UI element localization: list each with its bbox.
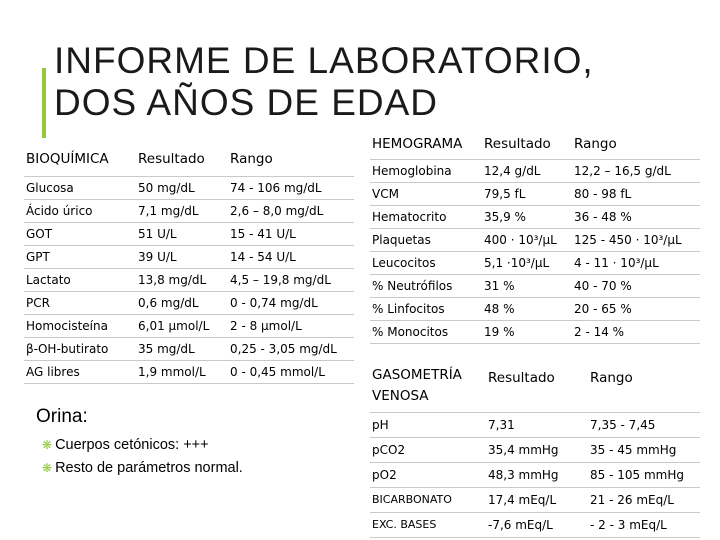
gasometria-table (370, 360, 700, 538)
result-cell: 48 % (482, 297, 572, 320)
title-accent-bar (42, 68, 46, 138)
header-cell: Resultado (486, 360, 588, 412)
result-cell: 35,4 mmHg (486, 437, 588, 462)
header-cell: Rango (228, 143, 354, 176)
range-cell: 0 - 0,74 mg/dL (228, 291, 354, 314)
range-cell: 2 - 14 % (572, 320, 700, 343)
table-row (24, 337, 354, 360)
range-cell: 7,35 - 7,45 (588, 412, 700, 437)
param-cell: pH (370, 412, 486, 437)
orina-title: Orina: (36, 406, 88, 427)
table-row (370, 412, 700, 437)
range-cell: 15 - 41 U/L (228, 222, 354, 245)
param-cell: Leucocitos (370, 251, 482, 274)
range-cell: 4,5 – 19,8 mg/dL (228, 268, 354, 291)
result-cell: 19 % (482, 320, 572, 343)
hemograma-header-row (370, 130, 700, 159)
header-cell: Resultado (136, 143, 228, 176)
range-cell: 20 - 65 % (572, 297, 700, 320)
table-row (370, 274, 700, 297)
title-line-1: INFORME DE LABORATORIO, (54, 40, 594, 81)
param-cell: VCM (370, 182, 482, 205)
table-row (370, 320, 700, 343)
title-line-2: DOS AÑOS DE EDAD (54, 82, 439, 123)
list-item (42, 434, 243, 457)
result-cell: 0,6 mg/dL (136, 291, 228, 314)
result-cell: 79,5 fL (482, 182, 572, 205)
table-row (24, 222, 354, 245)
param-cell: β-OH-butirato (24, 337, 136, 360)
result-cell: 35,9 % (482, 205, 572, 228)
header-cell: GASOMETRÍA VENOSA (370, 360, 486, 412)
bioquimica-header-row (24, 143, 354, 176)
param-cell: % Monocitos (370, 320, 482, 343)
table-row (370, 462, 700, 487)
range-cell: 35 - 45 mmHg (588, 437, 700, 462)
hemograma-table (370, 130, 700, 344)
range-cell: 74 - 106 mg/dL (228, 176, 354, 199)
table-row (24, 245, 354, 268)
table-row (24, 291, 354, 314)
param-cell: pO2 (370, 462, 486, 487)
result-cell: 6,01 µmol/L (136, 314, 228, 337)
table-row (370, 159, 700, 182)
result-cell: 31 % (482, 274, 572, 297)
param-cell: pCO2 (370, 437, 486, 462)
header-cell: Rango (572, 130, 700, 159)
range-cell: 21 - 26 mEq/L (588, 487, 700, 512)
param-cell: % Neutrófilos (370, 274, 482, 297)
header-cell: HEMOGRAMA (370, 130, 482, 159)
list-item (42, 457, 243, 480)
result-cell: 7,31 (486, 412, 588, 437)
param-cell: Lactato (24, 268, 136, 291)
param-cell: Homocisteína (24, 314, 136, 337)
table-row (370, 228, 700, 251)
param-cell: EXC. BASES (370, 512, 486, 537)
result-cell: 12,4 g/dL (482, 159, 572, 182)
param-cell: Hemoglobina (370, 159, 482, 182)
table-row (370, 251, 700, 274)
table-row (370, 487, 700, 512)
param-cell: PCR (24, 291, 136, 314)
table-row (24, 176, 354, 199)
range-cell: 0 - 0,45 mmol/L (228, 360, 354, 383)
table-row (370, 205, 700, 228)
param-cell: AG libres (24, 360, 136, 383)
param-cell: % Linfocitos (370, 297, 482, 320)
result-cell: 35 mg/dL (136, 337, 228, 360)
param-cell: Glucosa (24, 176, 136, 199)
range-cell: 14 - 54 U/L (228, 245, 354, 268)
bioquimica-table (24, 143, 354, 384)
param-cell: Ácido úrico (24, 199, 136, 222)
param-cell: BICARBONATO (370, 487, 486, 512)
table-row (24, 360, 354, 383)
table-row (370, 512, 700, 537)
result-cell: 5,1 ·10³/µL (482, 251, 572, 274)
orina-list (42, 434, 243, 480)
param-cell: Plaquetas (370, 228, 482, 251)
range-cell: 40 - 70 % (572, 274, 700, 297)
range-cell: 80 - 98 fL (572, 182, 700, 205)
range-cell: 36 - 48 % (572, 205, 700, 228)
result-cell: -7,6 mEq/L (486, 512, 588, 537)
header-cell: BIOQUÍMICA (24, 143, 136, 176)
param-cell: GOT (24, 222, 136, 245)
table-row (24, 268, 354, 291)
range-cell: 4 - 11 · 10³/µL (572, 251, 700, 274)
table-row (370, 297, 700, 320)
table-row (24, 314, 354, 337)
result-cell: 1,9 mmol/L (136, 360, 228, 383)
result-cell: 7,1 mg/dL (136, 199, 228, 222)
param-cell: Hematocrito (370, 205, 482, 228)
page-title (54, 40, 594, 124)
range-cell: 125 - 450 · 10³/µL (572, 228, 700, 251)
range-cell: - 2 - 3 mEq/L (588, 512, 700, 537)
header-cell: Resultado (482, 130, 572, 159)
range-cell: 2 - 8 µmol/L (228, 314, 354, 337)
asterisk-bullet-icon: ❋ (42, 461, 53, 475)
gasometria-header-row (370, 360, 700, 412)
result-cell: 400 · 10³/µL (482, 228, 572, 251)
table-row (370, 437, 700, 462)
orina-item-text: Resto de parámetros normal. (55, 460, 243, 476)
table-row (24, 199, 354, 222)
range-cell: 12,2 – 16,5 g/dL (572, 159, 700, 182)
range-cell: 0,25 - 3,05 mg/dL (228, 337, 354, 360)
asterisk-bullet-icon: ❋ (42, 438, 53, 452)
result-cell: 17,4 mEq/L (486, 487, 588, 512)
header-cell: Rango (588, 360, 700, 412)
orina-item-text: Cuerpos cetónicos: +++ (55, 437, 209, 453)
result-cell: 48,3 mmHg (486, 462, 588, 487)
table-row (370, 182, 700, 205)
range-cell: 85 - 105 mmHg (588, 462, 700, 487)
result-cell: 50 mg/dL (136, 176, 228, 199)
result-cell: 39 U/L (136, 245, 228, 268)
result-cell: 51 U/L (136, 222, 228, 245)
param-cell: GPT (24, 245, 136, 268)
range-cell: 2,6 – 8,0 mg/dL (228, 199, 354, 222)
result-cell: 13,8 mg/dL (136, 268, 228, 291)
